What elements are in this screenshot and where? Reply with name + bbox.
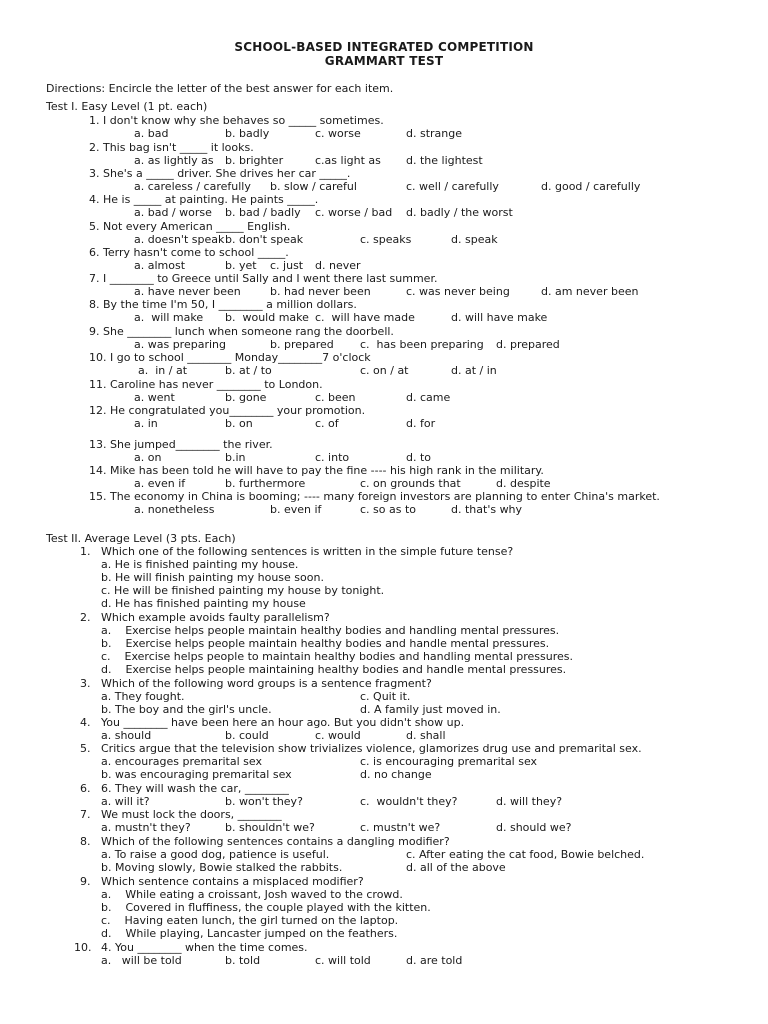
answer-option: c. would <box>315 729 361 742</box>
answer-option: a. bad <box>134 127 169 140</box>
answer-option: b. won't they? <box>225 795 303 808</box>
answer-option: a. To raise a good dog, patience is useful. <box>101 848 330 861</box>
question-number: 1. <box>80 545 91 558</box>
answer-option: d. never <box>315 259 361 272</box>
answer-option: b.in <box>225 451 246 464</box>
answer-option: c. Exercise helps people to maintain healthy bodies and handling mental pressures. <box>101 650 573 663</box>
answer-option: d. for <box>406 417 436 430</box>
answer-option: b. was encouraging premarital sex <box>101 768 292 781</box>
answer-option: a. will it? <box>101 795 150 808</box>
question-text: 10. I go to school ________ Monday________7 o'clock <box>89 351 371 364</box>
answer-option: a. as lightly as <box>134 154 214 167</box>
answer-option: b. brighter <box>225 154 284 167</box>
answer-option: d. good / carefully <box>541 180 641 193</box>
answer-option: a. mustn't they? <box>101 821 191 834</box>
answer-option: c. so as to <box>360 503 417 516</box>
answer-option: c. well / carefully <box>406 180 499 193</box>
question-number: 8. <box>80 835 91 848</box>
answer-option: b. yet <box>225 259 257 272</box>
question-text: Which example avoids faulty parallelism? <box>101 611 330 624</box>
answer-option: a. encourages premarital sex <box>101 755 262 768</box>
question-text: 2. This bag isn't _____ it looks. <box>89 141 254 154</box>
answer-option: a. He is finished painting my house. <box>101 558 299 571</box>
answer-option: a. almost <box>134 259 186 272</box>
answer-option: c. on / at <box>360 364 409 377</box>
answer-option: a. While eating a croissant, Josh waved to the crowd. <box>101 888 403 901</box>
question-text: 14. Mike has been told he will have to pay the fine ---- his high rank in the military. <box>89 464 544 477</box>
question-text: Which one of the following sentences is written in the simple future tense? <box>101 545 514 558</box>
question-text: Which of the following word groups is a sentence fragment? <box>101 677 432 690</box>
answer-option: d. shall <box>406 729 446 742</box>
question-text: We must lock the doors, ________ <box>101 808 282 821</box>
question-text: 6. They will wash the car, ________ <box>101 782 289 795</box>
answer-option: c. He will be finished painting my house by tonight. <box>101 584 385 597</box>
question-number: 9. <box>80 875 91 888</box>
question-text: 1. I don't know why she behaves so _____ sometimes. <box>89 114 384 127</box>
answer-option: a. went <box>134 391 175 404</box>
document-subtitle: GRAMMART TEST <box>324 54 444 68</box>
answer-option: a. careless / carefully <box>134 180 251 193</box>
answer-option: c.as light as <box>315 154 381 167</box>
answer-option: d. to <box>406 451 432 464</box>
answer-option: b. furthermore <box>225 477 306 490</box>
question-text: Which sentence contains a misplaced modifier? <box>101 875 364 888</box>
answer-option: d. should we? <box>496 821 572 834</box>
answer-option: c. of <box>315 417 339 430</box>
answer-option: d. A family just moved in. <box>360 703 501 716</box>
question-number: 2. <box>80 611 91 624</box>
answer-option: d. am never been <box>541 285 639 298</box>
question-text: 13. She jumped________ the river. <box>89 438 273 451</box>
question-text: 7. I ________ to Greece until Sally and I went there last summer. <box>89 272 438 285</box>
answer-option: d. will have make <box>451 311 548 324</box>
answer-option: d. He has finished painting my house <box>101 597 306 610</box>
answer-option: b. on <box>225 417 253 430</box>
question-number: 6. <box>80 782 91 795</box>
answer-option: b. Covered in fluffiness, the couple played with the kitten. <box>101 901 431 914</box>
test-two-heading: Test II. Average Level (3 pts. Each) <box>46 532 236 545</box>
answer-option: d. will they? <box>496 795 563 808</box>
answer-option: d. despite <box>496 477 551 490</box>
question-number: 3. <box>80 677 91 690</box>
answer-option: a. They fought. <box>101 690 185 703</box>
answer-option: a. have never been <box>134 285 241 298</box>
answer-option: d. speak <box>451 233 498 246</box>
question-text: Which of the following sentences contains a dangling modifier? <box>101 835 450 848</box>
test-one-heading: Test I. Easy Level (1 pt. each) <box>46 100 208 113</box>
answer-option: c. will told <box>315 954 371 967</box>
answer-option: a. in <box>134 417 158 430</box>
answer-option: b. He will finish painting my house soon. <box>101 571 324 584</box>
answer-option: c. on grounds that <box>360 477 461 490</box>
document-title: SCHOOL-BASED INTEGRATED COMPETITION <box>234 40 534 54</box>
answer-option: d. While playing, Lancaster jumped on the feathers. <box>101 927 398 940</box>
question-text: 3. She's a _____ driver. She drives her car _____. <box>89 167 351 180</box>
answer-option: d. no change <box>360 768 432 781</box>
answer-option: b. prepared <box>270 338 334 351</box>
answer-option: a. was preparing <box>134 338 226 351</box>
answer-option: d. that's why <box>451 503 523 516</box>
question-number: 7. <box>80 808 91 821</box>
answer-option: a. doesn't speak <box>134 233 225 246</box>
question-text: 6. Terry hasn't come to school _____. <box>89 246 289 259</box>
question-text: 4. You ________ when the time comes. <box>101 941 308 954</box>
answer-option: b. Moving slowly, Bowie stalked the rabbits. <box>101 861 343 874</box>
question-number: 4. <box>80 716 91 729</box>
question-text: You ________ have been here an hour ago. But you didn't show up. <box>101 716 465 729</box>
question-text: 9. She ________ lunch when someone rang the doorbell. <box>89 325 394 338</box>
answer-option: b. at / to <box>225 364 272 377</box>
answer-option: d. at / in <box>451 364 497 377</box>
answer-option: c. been <box>315 391 356 404</box>
question-text: 15. The economy in China is booming; ---- many foreign investors are planning to enter China's market. <box>89 490 660 503</box>
answer-option: b. told <box>225 954 261 967</box>
question-text: 8. By the time I'm 50, I ________ a million dollars. <box>89 298 357 311</box>
question-text: 5. Not every American _____ English. <box>89 220 291 233</box>
answer-option: a. bad / worse <box>134 206 212 219</box>
answer-option: b. slow / careful <box>270 180 357 193</box>
answer-option: c. is encouraging premarital sex <box>360 755 538 768</box>
answer-option: a. will be told <box>101 954 182 967</box>
answer-option: b. Exercise helps people maintain healthy bodies and handle mental pressures. <box>101 637 550 650</box>
answer-option: b. don't speak <box>225 233 304 246</box>
answer-option: a. in / at <box>138 364 188 377</box>
answer-option: a. should <box>101 729 152 742</box>
question-number: 5. <box>80 742 91 755</box>
answer-option: c. Quit it. <box>360 690 411 703</box>
answer-option: c. into <box>315 451 350 464</box>
question-text: 4. He is _____ at painting. He paints _____. <box>89 193 319 206</box>
answer-option: c. wouldn't they? <box>360 795 458 808</box>
answer-option: a. even if <box>134 477 186 490</box>
question-text: Critics argue that the television show trivializes violence, glamorizes drug use and premarital sex. <box>101 742 642 755</box>
answer-option: d. the lightest <box>406 154 483 167</box>
answer-option: c. will have made <box>315 311 415 324</box>
answer-option: b. The boy and the girl's uncle. <box>101 703 272 716</box>
answer-option: d. badly / the worst <box>406 206 513 219</box>
answer-option: c. After eating the cat food, Bowie belched. <box>406 848 645 861</box>
answer-option: b. badly <box>225 127 270 140</box>
answer-option: b. could <box>225 729 269 742</box>
question-number: 10. <box>74 941 92 954</box>
answer-option: d. are told <box>406 954 463 967</box>
answer-option: a. will make <box>134 311 204 324</box>
answer-option: c. just <box>270 259 304 272</box>
answer-option: a. on <box>134 451 162 464</box>
answer-option: c. has been preparing <box>360 338 484 351</box>
question-text: 12. He congratulated you________ your promotion. <box>89 404 366 417</box>
answer-option: d. came <box>406 391 451 404</box>
answer-option: d. prepared <box>496 338 560 351</box>
answer-option: c. was never being <box>406 285 510 298</box>
answer-option: b. had never been <box>270 285 371 298</box>
answer-option: c. Having eaten lunch, the girl turned on the laptop. <box>101 914 399 927</box>
answer-option: b. would make <box>225 311 309 324</box>
answer-option: b. gone <box>225 391 267 404</box>
answer-option: b. shouldn't we? <box>225 821 315 834</box>
answer-option: d. strange <box>406 127 463 140</box>
answer-option: d. Exercise helps people maintaining healthy bodies and handle mental pressures. <box>101 663 567 676</box>
answer-option: c. speaks <box>360 233 412 246</box>
answer-option: c. worse <box>315 127 361 140</box>
answer-option: c. mustn't we? <box>360 821 441 834</box>
answer-option: a. Exercise helps people maintain healthy bodies and handling mental pressures. <box>101 624 560 637</box>
answer-option: a. nonetheless <box>134 503 215 516</box>
answer-option: c. worse / bad <box>315 206 393 219</box>
directions: Directions: Encircle the letter of the best answer for each item. <box>46 82 394 95</box>
answer-option: d. all of the above <box>406 861 506 874</box>
question-text: 11. Caroline has never ________ to London. <box>89 378 323 391</box>
answer-option: b. even if <box>270 503 322 516</box>
answer-option: b. bad / badly <box>225 206 301 219</box>
